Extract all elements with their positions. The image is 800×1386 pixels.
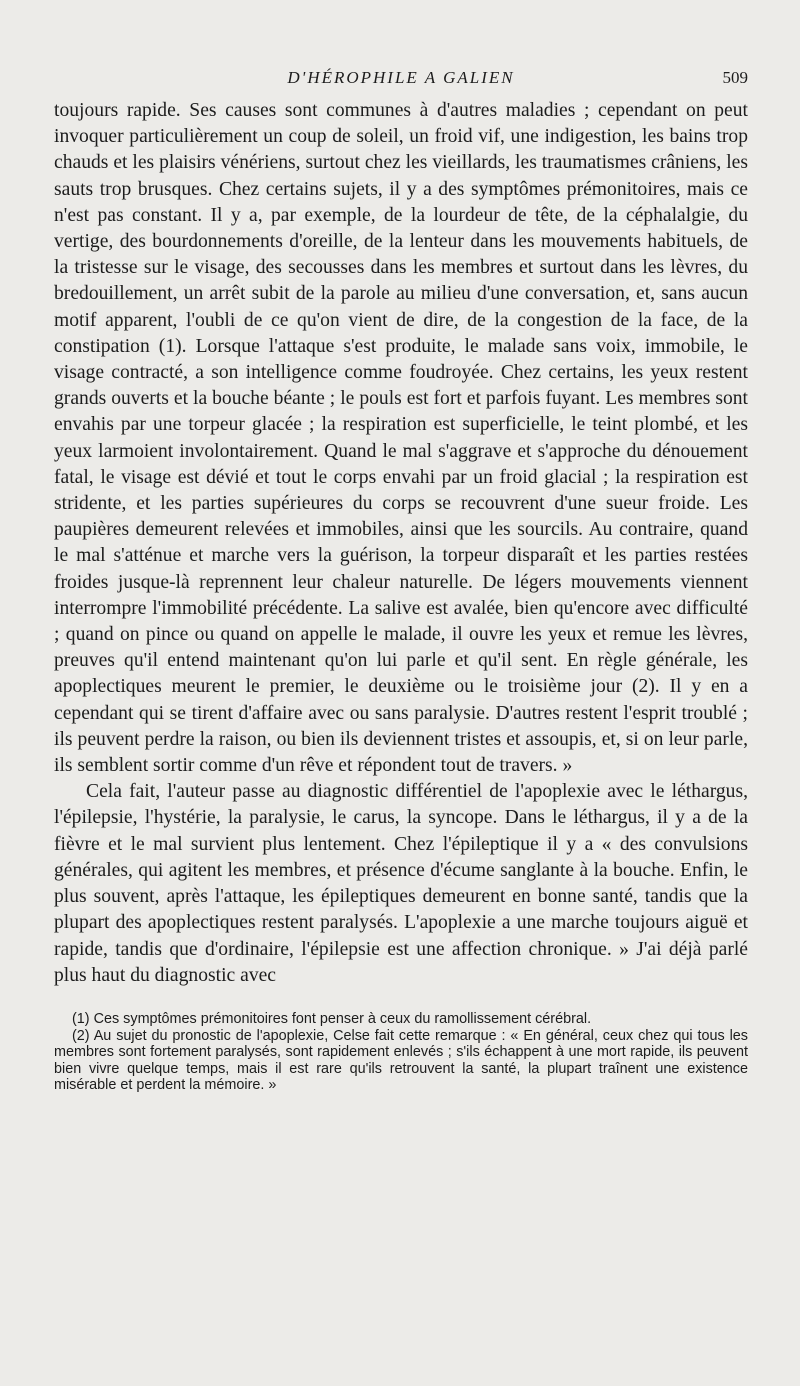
paragraph: toujours rapide. Ses causes sont communes à d'autres maladies ; cependant on peut invoquer particulièrement un coup de soleil, un froid vif, une indigestion, les bains trop chauds et les plaisirs vénériens, surtout chez les vieillards, les traumatismes crâniens, les sauts trop brusques. Chez certains sujets, il y a des symptômes prémonitoires, mais ce n'est pas constant. Il y a, par exemple, de la lourdeur de tête, de la céphalalgie, du vertige, des bourdonnements d'oreille, de la lenteur dans les mouvements habituels, de la tristesse sur le visage, des secousses dans les membres et surtout dans les lèvres, du bredouillement, un arrêt subit de la parole au milieu d'une conversation, et, sans aucun motif apparent, l'oubli de ce qu'on vient de dire, de la congestion de la face, de la constipation (1). Lorsque l'attaque s'est produite, le malade sans voix, immobile, le visage contracté, a son intelligence comme foudroyée. Chez certains, les yeux restent grands ouverts et la bouche béante ; le pouls est fort et parfois fuyant. Les membres sont envahis par une torpeur glacée ; la respiration est superficielle, le teint plombé, et les yeux larmoient involontairement. Quand le mal s'aggrave et s'approche du dénouement fatal, le visage est dévié et tout le corps envahi par un froid glacial ; la respiration est stridente, et les parties supérieures du corps se recouvrent d'une sueur froide. Les paupières demeurent relevées et immobiles, ainsi que les sourcils. Au contraire, quand le mal s'atténue et marche vers la guérison, la torpeur disparaît et les parties restées froides jusque-là reprennent leur chaleur naturelle. De légers mouvements viennent interrompre l'immobilité précédente. La salive est avalée, bien qu'encore avec difficulté ; quand on pince ou quand on appelle le malade, il ouvre les yeux et remue les lèvres, preuves qu'il entend maintenant qu'on lui parle et qu'il sent. En règle générale, les apoplectiques meurent le premier, le deuxième ou le troisième jour (2). Il y en a cependant qui se tirent d'affaire avec ou sans paralysie. D'autres restent l'esprit troublé ; ils peuvent perdre la raison, ou bien ils deviennent tristes et assoupis, et, si on leur parle, ils semblent sortir comme d'un rêve et répondent tout de travers. » [54, 100, 748, 777]
paragraph: Cela fait, l'auteur passe au diagnostic différentiel de l'apoplexie avec le léthargus, l'épilepsie, l'hystérie, la paralysie, le carus, la syncope. Dans le léthargus, il y a de la fièvre et le mal survient plus lentement. Chez l'épileptique il y a « des convulsions générales, qui agitent les membres, et présence d'écume sanglante à la bouche. Enfin, le plus souvent, après l'attaque, les épileptiques demeurent en bonne santé, tandis que la plupart des apoplectiques restent paralysés. L'apoplexie a une marche toujours aiguë et rapide, tandis que d'ordinaire, l'épilepsie est une affection chronique. » J'ai déjà parlé plus haut du diagnostic avec [54, 781, 748, 986]
page-header [54, 58, 748, 98]
running-title: D'HÉROPHILE A GALIEN [287, 68, 515, 87]
page-number: 509 [722, 68, 748, 87]
body-text [54, 98, 748, 989]
footnote: (1) Ces symptômes prémonitoires font penser à ceux du ramollissement cérébral. [72, 1010, 592, 1027]
footnote: (2) Au sujet du pronostic de l'apoplexie, Celse fait cette remarque : « En général, ceux chez qui tous les membres sont fortement paralysés, sont rapidement enlevés ; s'ils échappent à une mort rapide, ils peuvent bien vivre quelque temps, mais il est rare qu'ils retrouvent la santé, la plupart traînent une existence misérable et perdent la mémoire. » [54, 1027, 748, 1094]
footnotes [54, 1011, 748, 1094]
